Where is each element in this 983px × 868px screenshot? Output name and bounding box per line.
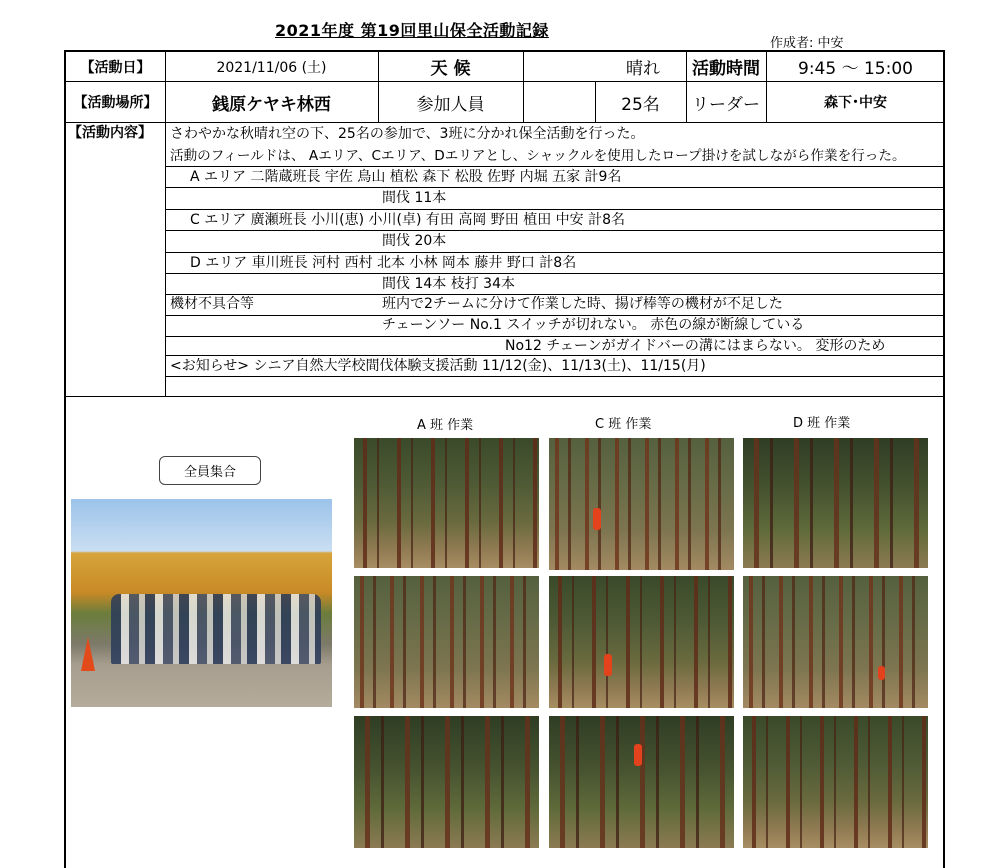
participants-figure xyxy=(111,594,321,664)
team-a-photo xyxy=(354,576,539,708)
weather-value: 晴れ xyxy=(626,59,660,79)
worker-figure xyxy=(604,654,612,676)
team-a-members: A エリア 二階蔵班長 宇佐 鳥山 植松 森下 松股 佐野 内堀 五家 計9名 xyxy=(190,169,622,185)
worker-figure xyxy=(634,744,642,766)
team-a-photo xyxy=(354,716,539,848)
worker-figure xyxy=(593,508,601,530)
equipment-line: 班内で2チームに分けて作業した時、揚げ棒等の機材が不足した xyxy=(382,296,783,312)
weather-label: 天 候 xyxy=(430,59,471,79)
date-label: 【活動日】 xyxy=(80,59,151,76)
leader-label: リーダー xyxy=(692,94,760,115)
place-label: 【活動場所】 xyxy=(73,95,158,111)
group-photo xyxy=(71,499,332,707)
author: 作成者: 中安 xyxy=(770,36,844,51)
team-c-photo xyxy=(549,576,734,708)
time-value: 9:45 〜 15:00 xyxy=(798,59,913,79)
content-line: さわやかな秋晴れ空の下、25名の参加で、3班に分かれ保全活動を行った。 xyxy=(170,126,645,142)
content-line: 活動のフィールドは、 Aエリア、Cエリア、Dエリアとし、シャックルを使用したロープ掛けを試しながら作業を行った。 xyxy=(170,148,906,164)
team-d-result: 間伐 14本 枝打 34本 xyxy=(382,276,515,292)
grid-line xyxy=(64,122,945,123)
team-a-caption: A 班 作業 xyxy=(417,418,474,433)
date-value: 2021/11/06 (土) xyxy=(216,59,327,76)
team-c-caption: C 班 作業 xyxy=(595,417,652,432)
participants-value: 25名 xyxy=(621,94,660,115)
team-d-photo xyxy=(743,576,928,708)
worker-figure xyxy=(878,666,885,680)
grid-line xyxy=(165,187,945,188)
team-c-photo xyxy=(549,438,734,570)
team-d-members: D エリア 車川班長 河村 西村 北本 小林 岡本 藤井 野口 計8名 xyxy=(190,255,577,271)
group-photo-label: 全員集合 xyxy=(159,456,261,485)
team-c-result: 間伐 20本 xyxy=(382,233,447,249)
team-d-caption: D 班 作業 xyxy=(793,416,851,431)
equipment-line: No12 チェーンがガイドバーの溝にはまらない。 変形のため xyxy=(505,338,886,354)
team-a-photo xyxy=(354,438,539,568)
grid-line xyxy=(165,273,945,274)
content-label: 【活動内容】 xyxy=(68,125,152,141)
traffic-cone xyxy=(81,637,95,671)
notice: <お知らせ> シニア自然大学校間伐体験支援活動 11/12(金)、11/13(土)、11/15(月) xyxy=(170,358,706,374)
team-c-members: C エリア 廣瀬班長 小川(恵) 小川(卓) 有田 高岡 野田 植田 中安 計8名 xyxy=(190,212,626,228)
team-d-photo xyxy=(743,716,928,848)
grid-line xyxy=(523,50,524,122)
team-d-photo xyxy=(743,438,928,568)
leader-value: 森下･中安 xyxy=(824,95,887,111)
grid-line xyxy=(64,396,945,397)
time-label: 活動時間 xyxy=(692,59,760,79)
equipment-line: チェーンソー No.1 スイッチが切れない。 赤色の線が断線している xyxy=(382,317,805,333)
place-value: 銭原ケヤキ林西 xyxy=(212,94,331,115)
equipment-label: 機材不具合等 xyxy=(170,296,254,312)
grid-line xyxy=(165,376,945,377)
team-c-photo xyxy=(549,716,734,848)
document-title: 2021年度 第19回里山保全活動記録 xyxy=(275,21,549,40)
grid-line xyxy=(165,230,945,231)
team-a-result: 間伐 11本 xyxy=(382,190,447,206)
participants-label: 参加人員 xyxy=(416,94,485,115)
